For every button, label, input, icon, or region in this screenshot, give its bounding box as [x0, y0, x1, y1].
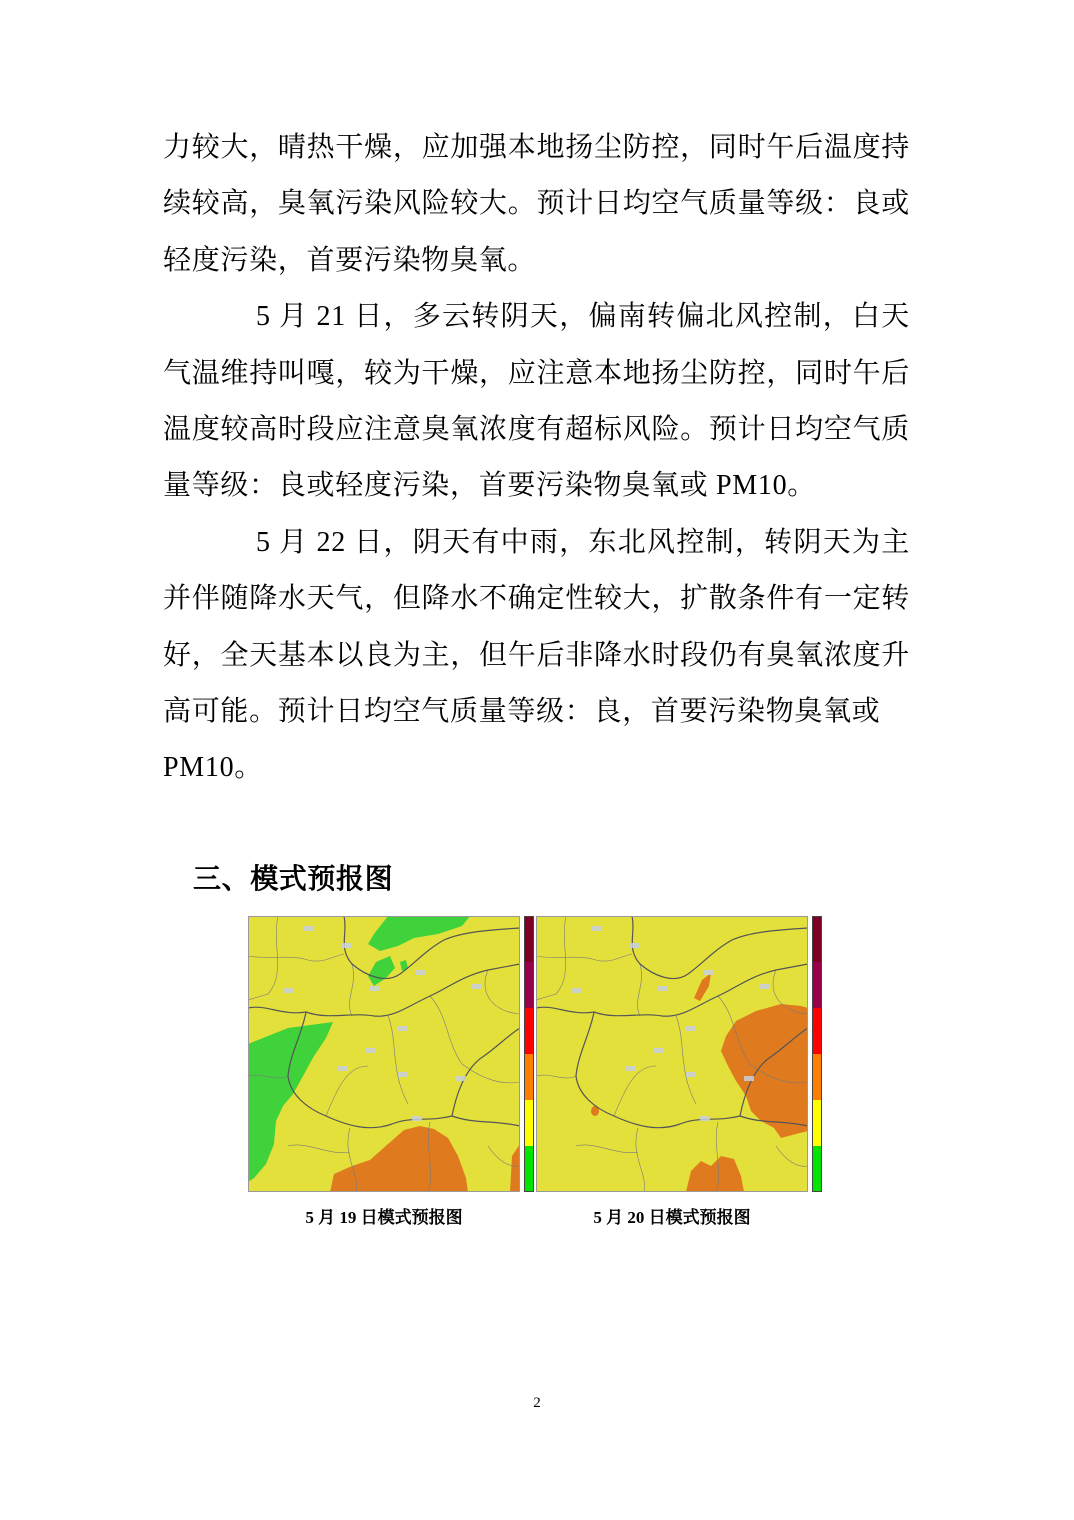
colorbar-segment — [812, 1008, 822, 1054]
colorbar-segment — [524, 916, 534, 962]
city-label-mark — [472, 984, 482, 989]
city-label-mark — [686, 1026, 696, 1031]
paragraph-line: 5 月 21 日，多云转阴天，偏南转偏北风控制，白天 — [256, 301, 910, 333]
city-label-mark — [338, 1066, 348, 1071]
colorbar-segment — [524, 1100, 534, 1146]
forecast-map-may19 — [248, 916, 536, 1193]
colorbar-segment — [524, 1054, 534, 1100]
city-label-mark — [686, 1072, 696, 1077]
paragraph-line: 好，全天基本以良为主，但午后非降水时段仍有臭氧浓度升 — [163, 639, 910, 671]
city-label-mark — [416, 970, 426, 975]
paragraph-line: PM10。 — [163, 752, 263, 784]
colorbar-segment — [812, 1146, 822, 1192]
city-label-mark — [456, 1076, 466, 1081]
figure-caption-may19: 5 月 19 日模式预报图 — [305, 1208, 463, 1227]
colorbar — [812, 916, 822, 1192]
city-label-mark — [398, 1072, 408, 1077]
city-label-mark — [760, 984, 770, 989]
paragraph-line: 5 月 22 日，阴天有中雨，东北风控制，转阴天为主 — [256, 526, 910, 558]
city-label-mark — [572, 988, 582, 993]
city-label-mark — [366, 1048, 376, 1053]
city-label-mark — [304, 926, 314, 931]
colorbar-segment — [812, 1054, 822, 1100]
paragraph-line: 续较高，臭氧污染风险较大。预计日均空气质量等级：良或 — [163, 188, 910, 220]
page-number: 2 — [533, 1395, 541, 1411]
city-label-mark — [626, 1066, 636, 1071]
paragraph-line: 温度较高时段应注意臭氧浓度有超标风险。预计日均空气质 — [163, 413, 910, 445]
city-label-mark — [629, 943, 639, 948]
colorbar-segment — [524, 1008, 534, 1054]
figure-caption-may20: 5 月 20 日模式预报图 — [593, 1208, 751, 1227]
paragraph-line: 并伴随降水天气，但降水不确定性较大，扩散条件有一定转 — [163, 583, 910, 615]
city-label-mark — [398, 1026, 408, 1031]
paragraph-line: 轻度污染，首要污染物臭氧。 — [163, 244, 537, 276]
forecast-map-may20 — [536, 916, 824, 1193]
paragraph-line: 量等级：良或轻度污染，首要污染物臭氧或 PM10。 — [163, 470, 816, 502]
city-label-mark — [341, 943, 351, 948]
colorbar — [524, 916, 534, 1192]
city-label-mark — [654, 1048, 664, 1053]
section-heading: 三、模式预报图 — [193, 864, 394, 895]
paragraph-line: 气温维持叫嘎，较为干燥，应注意本地扬尘防控，同时午后 — [163, 357, 910, 389]
paragraph-line: 高可能。预计日均空气质量等级：良，首要污染物臭氧或 — [163, 695, 881, 727]
colorbar-segment — [812, 962, 822, 1008]
colorbar-segment — [812, 916, 822, 962]
body-text — [163, 120, 910, 797]
city-label-mark — [658, 986, 668, 991]
city-label-mark — [370, 986, 380, 991]
city-label-mark — [592, 926, 602, 931]
city-label-mark — [704, 970, 714, 975]
city-label-mark — [412, 1116, 422, 1121]
city-label-mark — [744, 1076, 754, 1081]
colorbar-segment — [524, 962, 534, 1008]
city-label-mark — [700, 1116, 710, 1121]
colorbar-segment — [524, 1146, 534, 1192]
colorbar-segment — [812, 1100, 822, 1146]
city-label-mark — [284, 988, 294, 993]
paragraph-line: 力较大，晴热干燥，应加强本地扬尘防控，同时午后温度持 — [163, 132, 910, 163]
